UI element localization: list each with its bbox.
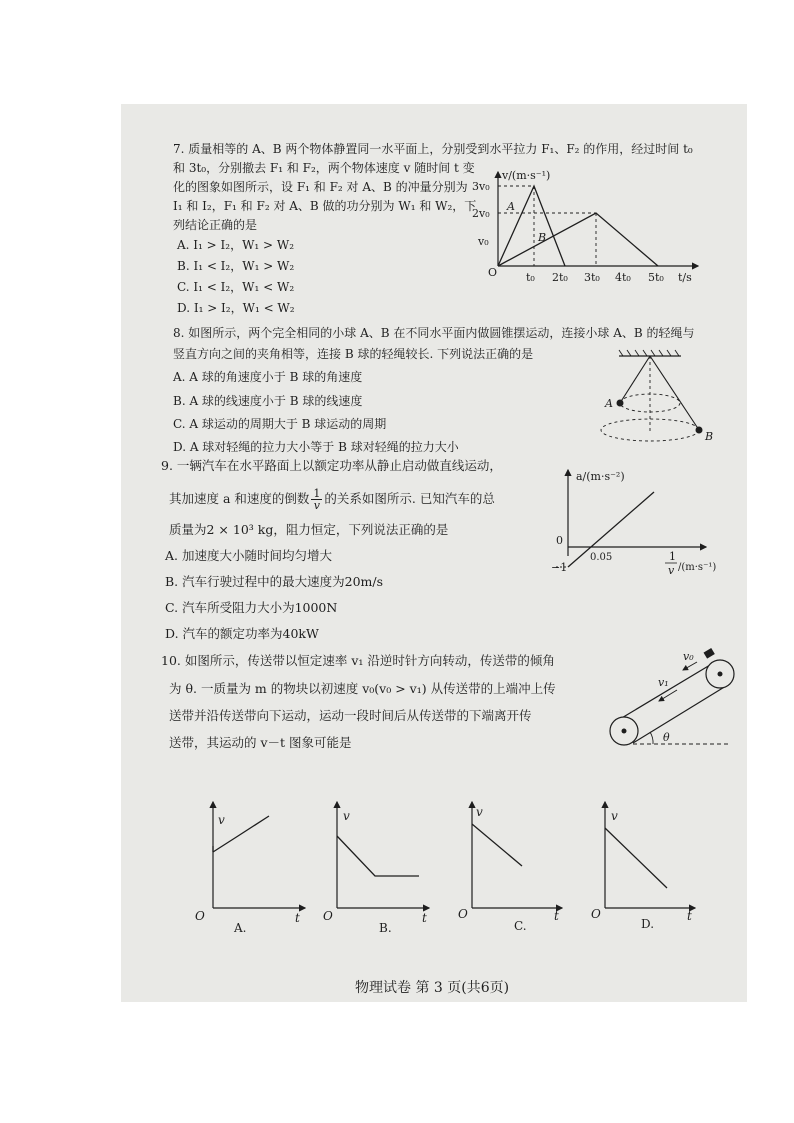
q9-line-3: 质量为2 × 10³ kg，阻力恒定，下列说法正确的是: [169, 522, 449, 537]
q9-xlabel-unit: /(m·s⁻¹): [678, 562, 717, 573]
q9-xlabel-den: v: [668, 564, 675, 577]
q7-ylabel: v/(m·s⁻¹): [502, 169, 551, 182]
exam-page: [121, 104, 747, 1002]
q7-line-5: 列结论正确的是: [173, 218, 258, 232]
svg-text:t: t: [687, 909, 692, 923]
q8-label-a: A: [605, 397, 613, 410]
q10-graph-d: [591, 794, 721, 934]
q10-label-theta: θ: [663, 731, 670, 744]
q7-xlabel: t/s: [678, 271, 692, 284]
q10-conveyor-figure: [601, 646, 741, 756]
svg-text:v: v: [218, 813, 225, 827]
svg-text:t: t: [295, 911, 300, 925]
q8-ball-b: [696, 427, 703, 434]
q10-graph-a: [191, 794, 321, 934]
q7-ytick-3v0: 3v₀: [472, 180, 490, 193]
q9-xtick: 0.05: [590, 552, 613, 563]
q9-option-a: A. 加速度大小随时间均匀增大: [165, 548, 332, 563]
q8-option-c: C. A 球运动的周期大于 B 球运动的周期: [173, 417, 387, 431]
q10-graph-c-label: C.: [514, 919, 527, 933]
q8-option-b: B. A 球的线速度小于 B 球的线速度: [173, 394, 363, 408]
q8-option-d: D. A 球对轻绳的拉力大小等于 B 球对轻绳的拉力大小: [173, 440, 459, 454]
q8-label-b: B: [705, 430, 714, 443]
q9-line-1: 9. 一辆汽车在水平路面上以额定功率从静止启动做直线运动，: [161, 458, 502, 473]
svg-text:t: t: [422, 911, 427, 925]
q9-option-c: C. 汽车所受阻力大小为1000N: [165, 600, 338, 615]
q10-graph-d-line: [605, 828, 667, 888]
q9-ytick: −1: [551, 561, 568, 574]
svg-text:t: t: [554, 909, 559, 923]
q7-origin: O: [488, 266, 498, 279]
q10-line-1: 10. 如图所示，传送带以恒定速率 v₁ 沿逆时针方向转动，传送带的倾角: [161, 653, 555, 668]
q9-ylabel: a/(m·s⁻²): [576, 470, 625, 483]
q7-option-d: D. I₁ > I₂，W₁ < W₂: [177, 301, 295, 315]
svg-text:O: O: [323, 909, 333, 923]
q8-line-1: 8. 如图所示，两个完全相同的小球 A、B 在不同水平面内做圆锥摆运动，连接小球 A、B 的轻绳与: [173, 326, 695, 340]
q9-option-d: D. 汽车的额定功率为40kW: [165, 626, 319, 641]
svg-text:O: O: [195, 909, 205, 923]
q7-line-2: 和 3t₀，分别撤去 F₁ 和 F₂，两个物体速度 v 随时间 t 变: [173, 161, 475, 175]
q7-line-1: 7. 质量相等的 A、B 两个物体静置同一水平面上，分别受到水平拉力 F₁、F₂ 的作用，经过时间 t₀: [173, 142, 693, 156]
svg-text:O: O: [591, 907, 601, 921]
q10-graph-d-label: D.: [641, 917, 655, 931]
q10-line-2: 为 θ. 一质量为 m 的物块以初速度 v₀(v₀ > v₁) 从传送带的上端冲上传: [169, 681, 556, 696]
q7-option-c: C. I₁ < I₂，W₁ < W₂: [177, 280, 295, 294]
svg-text:v: v: [476, 805, 483, 819]
q7-line-3: 化的图象如图所示，设 F₁ 和 F₂ 对 A、B 的冲量分别为: [173, 180, 468, 194]
q10-line-3: 送带并沿传送带向下运动，运动一段时间后从传送带的下端离开传: [169, 708, 532, 723]
q7-line-4: I₁ 和 I₂，F₁ 和 F₂ 对 A、B 做的功分别为 W₁ 和 W₂，下: [173, 199, 477, 213]
q8-line-2: 竖直方向之间的夹角相等，连接 B 球的轻绳较长. 下列说法正确的是: [173, 347, 534, 361]
q9-a-inv-v-graph: [546, 462, 736, 584]
q10-graph-b-line: [337, 836, 419, 876]
q10-line-4: 送带，其运动的 v－t 图象可能是: [169, 735, 352, 750]
q7-xtick-t0: t₀: [526, 271, 535, 284]
q10-graph-c-line: [472, 824, 522, 866]
q10-label-v1: v₁: [658, 676, 669, 689]
q7-vt-graph: [466, 166, 706, 284]
q7-option-a: A. I₁ > I₂，W₁ > W₂: [177, 238, 295, 252]
q8-cone-figure: [599, 346, 729, 446]
q10-graph-b-label: B.: [379, 921, 392, 934]
q7-xtick-3t0: 3t₀: [584, 271, 600, 284]
q9-frac-inverse-v: $\frac{1}{v}$: [313, 487, 321, 512]
q8-option-a: A. A 球的角速度小于 B 球的角速度: [173, 370, 363, 384]
q7-line-b: [498, 213, 658, 266]
q9-xlabel-num: 1: [669, 550, 676, 563]
q7-ytick-v0: v₀: [478, 235, 489, 248]
q7-line-a: [498, 186, 565, 266]
q10-graph-c: [456, 794, 586, 934]
q7-xtick-5t0: 5t₀: [648, 271, 664, 284]
q10-graph-b: [319, 794, 449, 934]
q10-block: [704, 648, 715, 659]
q9-line-2: 其加速度 a 和速度的倒数 $\frac{1}{v}$ 的关系如图所示. 已知汽车的总: [169, 487, 495, 512]
svg-text:O: O: [458, 907, 468, 921]
q7-xtick-4t0: 4t₀: [615, 271, 631, 284]
q9-option-b: B. 汽车行驶过程中的最大速度为20m/s: [165, 574, 384, 589]
q10-graph-a-label: A.: [234, 921, 247, 934]
q9-origin: 0: [556, 534, 563, 547]
svg-text:v: v: [611, 809, 618, 823]
q7-option-b: B. I₁ < I₂，W₁ > W₂: [177, 259, 295, 273]
svg-text:v: v: [343, 809, 350, 823]
q8-ball-a: [617, 400, 624, 407]
page-footer: 物理试卷 第 3 页(共6页): [355, 980, 510, 996]
q7-label-b: B: [538, 231, 547, 244]
q10-label-v0: v₀: [683, 650, 694, 663]
q7-ytick-2v0: 2v₀: [472, 207, 490, 220]
q7-xtick-2t0: 2t₀: [552, 271, 568, 284]
q7-label-a: A: [507, 200, 515, 213]
